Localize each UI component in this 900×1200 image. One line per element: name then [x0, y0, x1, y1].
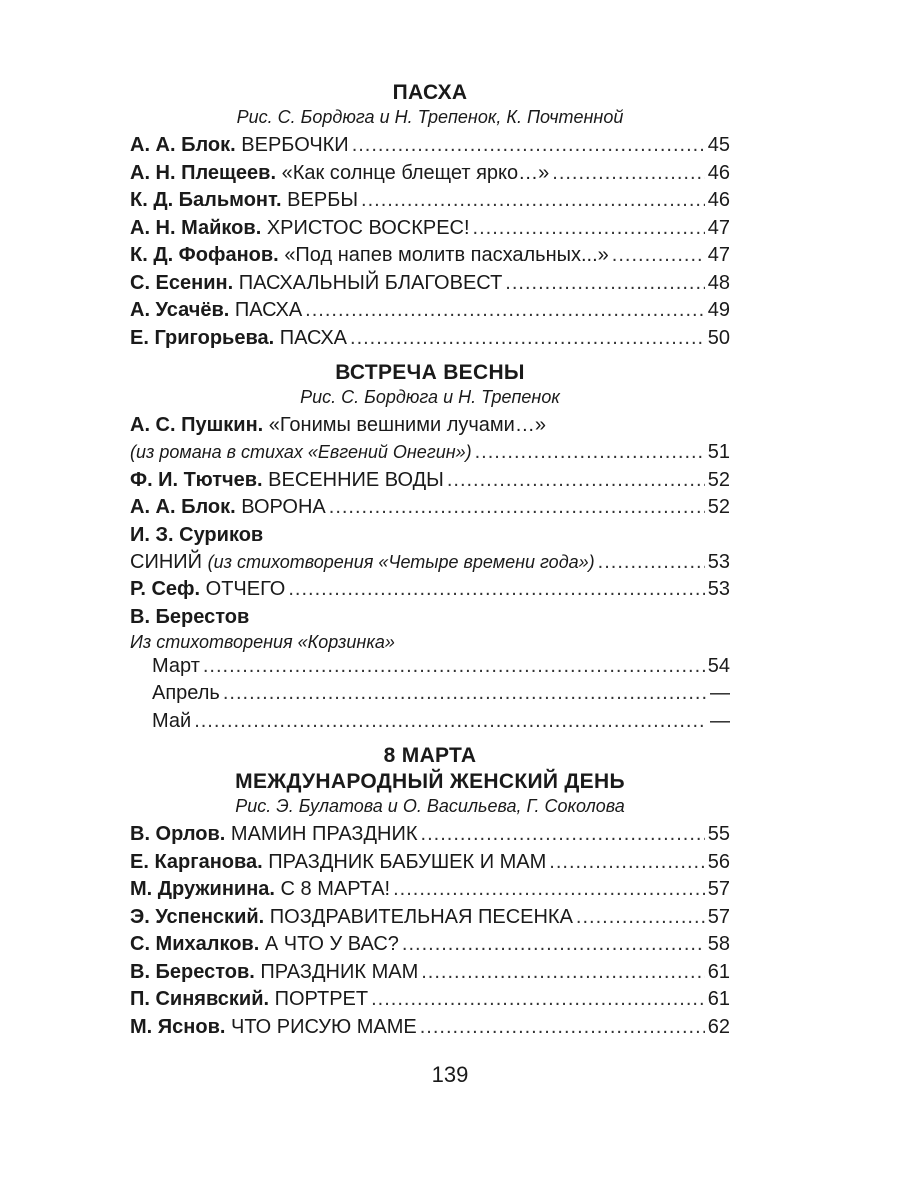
author-name: Э. Успенский.	[130, 905, 265, 928]
leader-dots	[371, 986, 705, 1014]
toc-entry	[130, 549, 730, 577]
work-title: ПОРТРЕТ	[274, 988, 369, 1010]
page-ref: 48	[707, 271, 730, 294]
page-ref: 54	[707, 654, 730, 677]
toc-entry	[130, 876, 730, 904]
section-title: 8 МАРТА	[383, 744, 477, 767]
page-ref: 57	[707, 878, 730, 900]
leader-dots	[505, 270, 704, 298]
author-name: Р. Сеф.	[130, 578, 201, 600]
table-of-contents	[130, 80, 730, 1041]
page-ref: 45	[707, 134, 730, 156]
toc-entry	[130, 904, 730, 932]
author-name: К. Д. Бальмонт.	[130, 189, 282, 211]
work-title: Апрель	[152, 682, 220, 704]
toc-entry	[130, 160, 730, 188]
toc-sub-entry	[130, 653, 730, 681]
section-subtitle: МЕЖДУНАРОДНЫЙ ЖЕНСКИЙ ДЕНЬ	[235, 770, 625, 793]
work-title: ВОРОНА	[241, 496, 326, 518]
page-ref: 55	[707, 823, 730, 845]
page-ref: 57	[707, 905, 730, 928]
illustrators-credit: Рис. Э. Булатова и О. Васильева, Г. Соколова	[235, 796, 625, 816]
toc-entry	[130, 242, 730, 270]
work-note: (из романа в стихах «Евгений Онегин»)	[130, 442, 472, 462]
author-name: К. Д. Фофанов.	[130, 244, 279, 266]
work-title: ВЕСЕННИЕ ВОДЫ	[268, 468, 444, 491]
leader-dots	[475, 439, 705, 467]
work-title: «Под напев молитв пасхальных...»	[284, 244, 609, 266]
leader-dots	[223, 680, 707, 708]
leader-dots	[305, 297, 705, 325]
leader-dots	[352, 132, 705, 160]
section-easter	[130, 80, 730, 352]
page-ref: 58	[707, 933, 730, 955]
toc-entry	[130, 821, 730, 849]
work-title: ПАСХАЛЬНЫЙ БЛАГОВЕСТ	[238, 271, 503, 294]
leader-dots	[598, 549, 705, 577]
author-name: М. Яснов.	[130, 1015, 226, 1038]
author-name: С. Есенин.	[130, 271, 234, 294]
page-ref: 47	[707, 216, 730, 239]
illustrators-credit: Рис. С. Бордюга и Н. Трепенок	[300, 387, 560, 407]
page-ref: 49	[707, 299, 730, 321]
leader-dots	[194, 708, 707, 736]
work-title: СИНИЙ	[130, 550, 203, 573]
sub-entry-list	[130, 653, 730, 736]
page-ref: 61	[707, 988, 730, 1010]
page-ref: 51	[707, 441, 730, 463]
author-name: А. С. Пушкин.	[130, 414, 264, 436]
toc-entry	[130, 849, 730, 877]
toc-sub-entry	[130, 708, 730, 736]
leader-dots	[420, 1014, 705, 1042]
section-title: ПАСХА	[392, 81, 468, 104]
toc-entry	[130, 931, 730, 959]
author-name: П. Синявский.	[130, 988, 270, 1010]
illustrators-credit: Рис. С. Бордюга и Н. Трепенок, К. Почтенной	[236, 107, 624, 127]
leader-dots	[361, 187, 705, 215]
leader-dots	[203, 653, 705, 681]
author-name: В. Берестов.	[130, 960, 255, 983]
page-ref: 52	[707, 496, 730, 518]
work-title: «Гонимы вешними лучами…»	[268, 414, 546, 436]
leader-dots	[421, 821, 705, 849]
author-name: И. З. Суриков	[130, 523, 264, 546]
page-ref: 62	[707, 1015, 730, 1038]
author-name: Е. Григорьева.	[130, 326, 275, 349]
toc-entry	[130, 215, 730, 243]
leader-dots	[421, 959, 705, 987]
work-title: ПАСХА	[234, 299, 303, 321]
work-title: С 8 МАРТА!	[280, 878, 391, 900]
work-title: «Как солнце блещет ярко…»	[281, 161, 550, 184]
page-ref: 47	[707, 244, 730, 266]
page-ref: —	[710, 709, 730, 732]
author-name: А. А. Блок.	[130, 134, 236, 156]
section-march-8	[130, 743, 730, 1041]
entry-list	[130, 821, 730, 1041]
author-name: А. Усачёв.	[130, 299, 230, 321]
leader-dots	[329, 494, 705, 522]
leader-dots	[447, 467, 705, 495]
leader-dots	[288, 576, 704, 604]
toc-entry	[130, 959, 730, 987]
page-ref: 46	[707, 189, 730, 211]
author-name: М. Дружинина.	[130, 878, 275, 900]
work-title: ПОЗДРАВИТЕЛЬНАЯ ПЕСЕНКА	[269, 905, 573, 928]
page-ref: 61	[707, 960, 730, 983]
work-title: А ЧТО У ВАС?	[264, 933, 399, 955]
section-spring	[130, 360, 730, 735]
work-title: ЧТО РИСУЮ МАМЕ	[230, 1015, 417, 1038]
page-ref: 52	[707, 468, 730, 491]
leader-dots	[402, 931, 705, 959]
work-title: ПАСХА	[279, 326, 348, 349]
section-title: ВСТРЕЧА ВЕСНЫ	[335, 361, 525, 384]
toc-entry	[130, 270, 730, 298]
work-title: Март	[152, 654, 200, 677]
work-note: (из стихотворения «Четыре времени года»)	[207, 551, 595, 572]
toc-entry	[130, 986, 730, 1014]
page-ref: 53	[707, 550, 730, 573]
leader-dots	[576, 904, 705, 932]
leader-dots	[393, 876, 705, 904]
author-name: В. Берестов	[130, 605, 250, 628]
work-source: Из стихотворения «Корзинка»	[130, 631, 395, 652]
work-title: Май	[152, 709, 192, 732]
toc-sub-entry	[130, 680, 730, 708]
leader-dots	[473, 215, 705, 243]
page-ref: 46	[707, 161, 730, 184]
author-name: Е. Карганова.	[130, 850, 263, 873]
toc-entry	[130, 494, 730, 522]
toc-entry	[130, 467, 730, 495]
toc-entry-pushkin-source	[130, 439, 730, 467]
author-name: Ф. И. Тютчев.	[130, 468, 263, 491]
work-title: МАМИН ПРАЗДНИК	[230, 823, 418, 845]
toc-entry	[130, 132, 730, 160]
page-ref: 56	[707, 850, 730, 873]
author-name: С. Михалков.	[130, 933, 260, 955]
work-title: ПРАЗДНИК МАМ	[260, 960, 419, 983]
work-title: ОТЧЕГО	[205, 578, 286, 600]
work-title: ХРИСТОС ВОСКРЕС!	[266, 216, 470, 239]
author-name: А. А. Блок.	[130, 496, 236, 518]
author-name: А. Н. Плещеев.	[130, 161, 277, 184]
toc-entry	[130, 1014, 730, 1042]
toc-entry	[130, 187, 730, 215]
page-ref: 53	[707, 578, 730, 600]
leader-dots	[549, 849, 704, 877]
leader-dots	[552, 160, 704, 188]
work-title: ВЕРБЫ	[287, 189, 359, 211]
author-name: А. Н. Майков.	[130, 216, 262, 239]
toc-entry	[130, 576, 730, 604]
entry-list	[130, 132, 730, 352]
page-ref: 50	[707, 326, 730, 349]
leader-dots	[350, 325, 705, 353]
leader-dots	[612, 242, 705, 270]
toc-entry	[130, 297, 730, 325]
page-number: 139	[431, 1062, 469, 1087]
author-name: В. Орлов.	[130, 823, 226, 845]
page-ref: —	[710, 682, 730, 704]
toc-entry	[130, 325, 730, 353]
toc-entry-pushkin	[130, 412, 730, 439]
work-title: ПРАЗДНИК БАБУШЕК И МАМ	[268, 850, 547, 873]
work-title: ВЕРБОЧКИ	[241, 134, 349, 156]
